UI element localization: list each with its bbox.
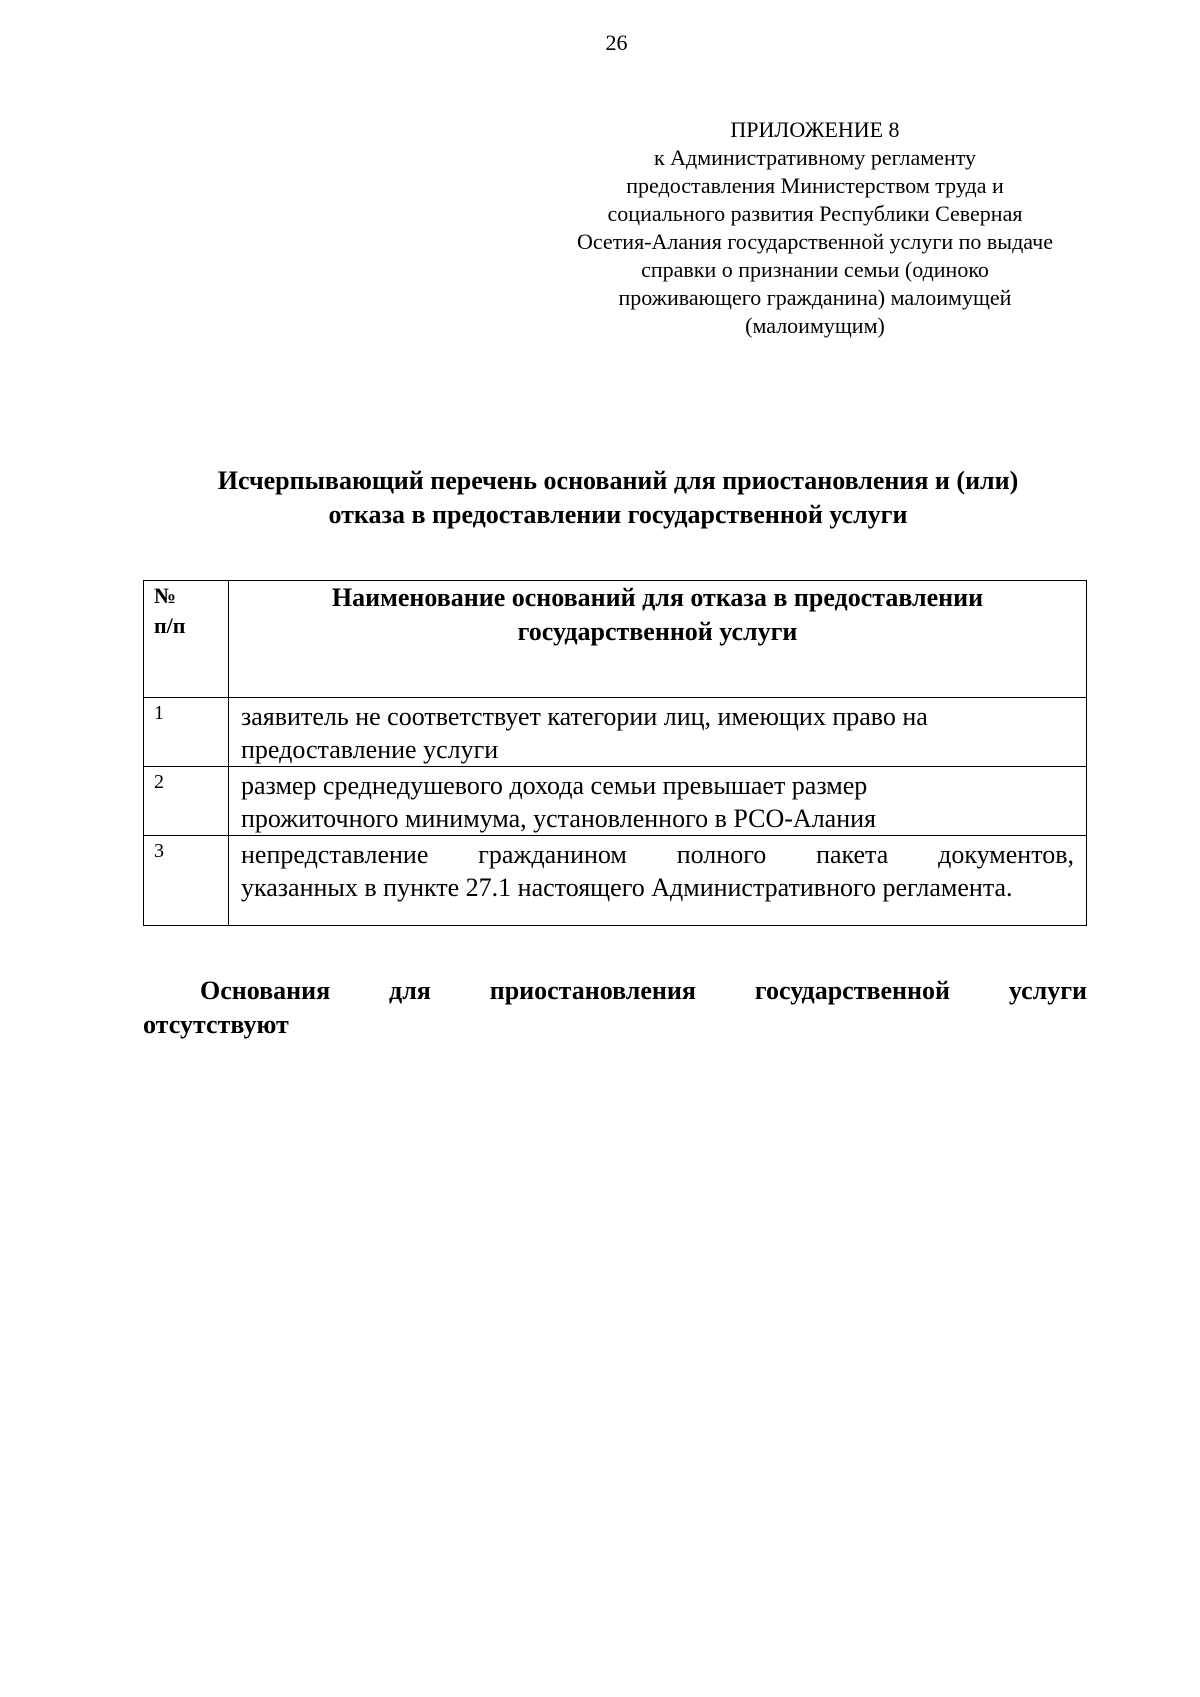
number-header-line: № (154, 583, 177, 608)
conclusion-line: отсутствуют (143, 1010, 289, 1039)
appendix-line: предоставления Министерством труда и (626, 173, 1004, 198)
row-ground-text (229, 836, 1087, 926)
number-header-line: п/п (154, 613, 186, 638)
appendix-line: (малоимущим) (745, 313, 885, 338)
appendix-line: справки о признании семьи (одиноко (641, 257, 989, 282)
title-line: отказа в предоставлении государственной услуги (328, 500, 908, 529)
title-line: Исчерпывающий перечень оснований для приостановления и (или) (217, 466, 1019, 495)
row-number: 1 (144, 698, 229, 767)
table-row (144, 836, 1087, 926)
row-text-line: прожиточного минимума, установленного в РСО-Алания (241, 804, 876, 833)
row-text-line: указанных в пункте 27.1 настоящего Административного регламента. (241, 873, 1013, 902)
name-header-line: государственной услуги (517, 617, 798, 646)
appendix-line: к Административному регламенту (653, 145, 977, 170)
row-text-line: непредставление гражданином полного пакета документов, (241, 840, 1074, 869)
page-number: 26 (605, 30, 628, 55)
table-row (144, 698, 1087, 767)
appendix-line: Осетия-Алания государственной услуги по выдаче (577, 229, 1053, 254)
appendix-header (535, 116, 1095, 340)
row-ground-text (229, 698, 1087, 767)
name-header-line: Наименование оснований для отказа в предоставлении (331, 583, 984, 612)
table-row (144, 767, 1087, 836)
row-text-line: заявитель не соответствует категории лиц, имеющих право на (241, 702, 928, 731)
row-number: 2 (144, 767, 229, 836)
row-text-line: предоставление услуги (241, 735, 499, 764)
number-column-header (144, 581, 229, 698)
table-header-row (144, 581, 1087, 698)
row-ground-text (229, 767, 1087, 836)
row-number: 3 (144, 836, 229, 926)
conclusion-line: Основания для приостановления государственной услуги (200, 976, 1087, 1005)
appendix-line: ПРИЛОЖЕНИЕ 8 (730, 117, 900, 142)
appendix-line: проживающего гражданина) малоимущей (618, 285, 1012, 310)
name-column-header (229, 581, 1087, 698)
conclusion-paragraph (143, 974, 1087, 1042)
document-title (143, 464, 1093, 532)
row-text-line: размер среднедушевого дохода семьи превышает размер (241, 771, 868, 800)
grounds-table (143, 580, 1087, 926)
appendix-line: социального развития Республики Северная (607, 201, 1023, 226)
